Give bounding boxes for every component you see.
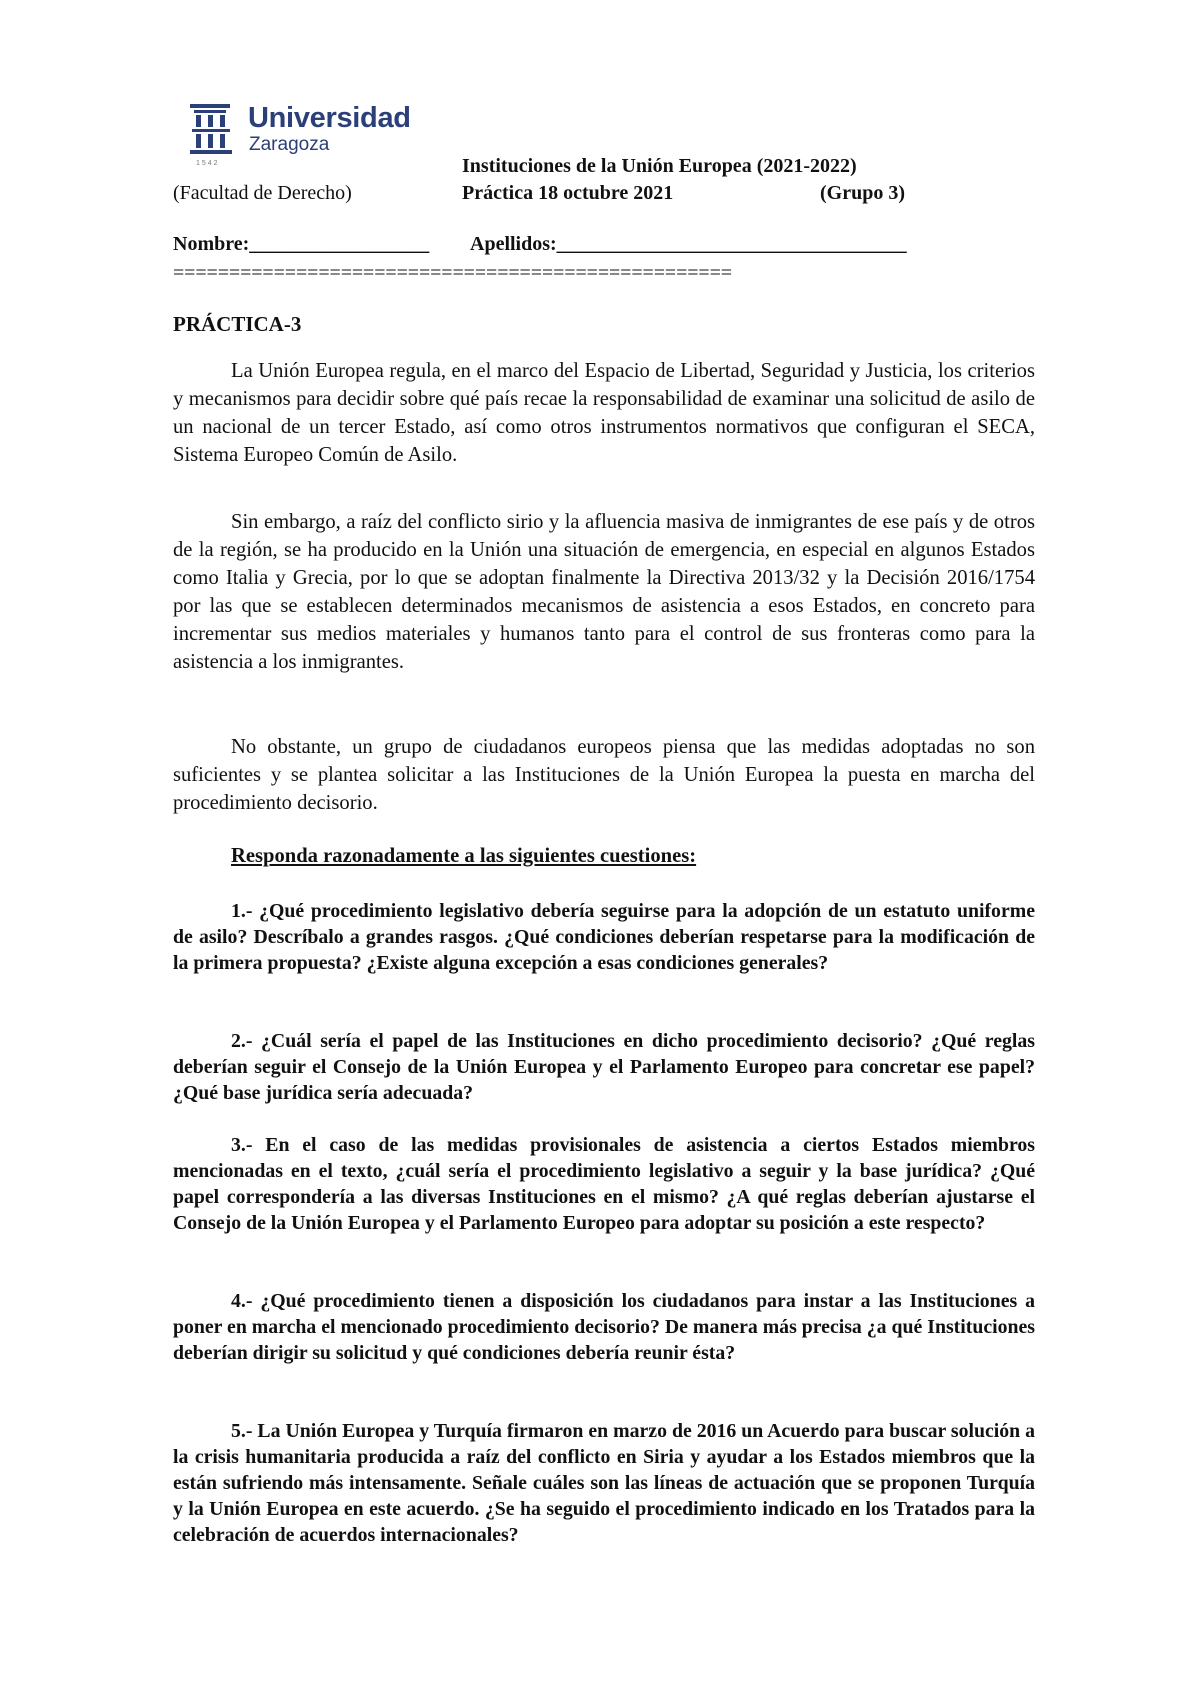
question-2: 2.- ¿Cuál sería el papel de las Instituciones en dicho procedimiento decisorio? ¿Qué reglas deberían seguir el Consejo de la Unión Europea y el Parlamento Europeo para concretar ese papel? ¿Qué base jurídica sería adecuada?	[173, 1030, 1035, 1104]
practice-date: Práctica 18 octubre 2021	[462, 182, 674, 204]
university-crest-icon	[188, 104, 234, 160]
question-3: 3.- En el caso de las medidas provisionales de asistencia a ciertos Estados miembros mencionadas en el texto, ¿cuál sería el procedimiento legislativo a seguir y la base jurídica? ¿Qué papel correspondería a las diversas Instituciones en el mismo? ¿A qué reglas deberían ajustarse el Consejo de la Unión Europea y el Parlamento Europeo para adoptar su posición a este respecto?	[173, 1134, 1035, 1234]
question-4: 4.- ¿Qué procedimiento tienen a disposición los ciudadanos para instar a las Instituciones a poner en marcha el mencionado procedimiento decisorio? De manera más precisa ¿a qué Instituciones deberían dirigir su solicitud y qué condiciones debería reunir ésta?	[173, 1290, 1035, 1364]
paragraph-intro: La Unión Europea regula, en el marco del Espacio de Libertad, Seguridad y Justicia, los criterios y mecanismos para decidir sobre qué país recae la responsabilidad de examinar una solicitud de asilo de un nacional de un tercer Estado, así como otros instrumentos normativos que configuran el SECA, Sistema Europeo Común de Asilo.	[173, 360, 1035, 466]
questions-heading: Responda razonadamente a las siguientes cuestiones:	[231, 845, 697, 867]
name-field-label: Nombre:__________________	[173, 233, 430, 255]
logo-text-universidad: Universidad	[248, 102, 411, 134]
course-title: Instituciones de la Unión Europea (2021-2022)	[462, 155, 857, 177]
logo-text-zaragoza: Zaragoza	[249, 134, 330, 155]
page-title: PRÁCTICA-3	[173, 312, 302, 336]
separator-line: ==================================================	[173, 262, 732, 284]
question-1: 1.- ¿Qué procedimiento legislativo debería seguirse para la adopción de un estatuto uniforme de asilo? Descríbalo a grandes rasgos. ¿Qué condiciones deberían respetarse para la modificación de la primera propuesta? ¿Existe alguna excepción a esas condiciones generales?	[173, 900, 1035, 974]
faculty-label: (Facultad de Derecho)	[173, 182, 352, 204]
group-label: (Grupo 3)	[820, 182, 905, 204]
university-logo	[188, 100, 418, 172]
logo-year: 1542	[196, 160, 220, 167]
question-5: 5.- La Unión Europea y Turquía firmaron en marzo de 2016 un Acuerdo para buscar solución a la crisis humanitaria producida a raíz del conflicto en Siria y ayudar a los Estados miembros que la están sufriendo más intensamente. Señale cuáles son las líneas de actuación que se proponen Turquía y la Unión Europea en este acuerdo. ¿Se ha seguido el procedimiento indicado en los Tratados para la celebración de acuerdos internacionales?	[173, 1420, 1035, 1546]
surname-field-label: Apellidos:___________________________________	[470, 233, 907, 255]
paragraph-context: Sin embargo, a raíz del conflicto sirio y la afluencia masiva de inmigrantes de ese país y de otros de la región, se ha producido en la Unión una situación de emergencia, en especial en algunos Estados como Italia y Grecia, por lo que se adoptan finalmente la Directiva 2013/32 y la Decisión 2016/1754 por las que se establecen determinados mecanismos de asistencia a esos Estados, en concreto para incrementar sus medios materiales y humanos tanto para el control de sus fronteras como para la asistencia a los inmigrantes.	[173, 511, 1035, 673]
paragraph-request: No obstante, un grupo de ciudadanos europeos piensa que las medidas adoptadas no son suficientes y se plantea solicitar a las Instituciones de la Unión Europea la puesta en marcha del procedimiento decisorio.	[173, 736, 1035, 814]
